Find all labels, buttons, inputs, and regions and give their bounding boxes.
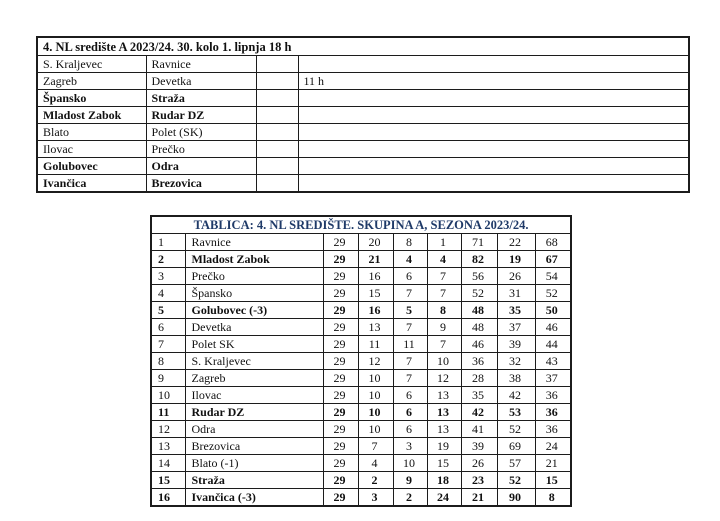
fixtures-header-row xyxy=(37,37,689,56)
fixture-note-cell xyxy=(298,175,689,193)
standings-p-cell: 29 xyxy=(323,455,358,472)
standings-row xyxy=(151,438,571,455)
fixture-score-cell xyxy=(256,175,298,193)
standings-pts-cell: 24 xyxy=(535,438,571,455)
standings-row xyxy=(151,404,571,421)
standings-d-cell: 6 xyxy=(393,387,427,404)
standings-p-cell: 29 xyxy=(323,285,358,302)
fixture-score-cell xyxy=(256,141,298,158)
standings-w-cell: 21 xyxy=(358,251,393,268)
fixture-score-cell xyxy=(256,90,298,107)
standings-row xyxy=(151,234,571,251)
standings-ga-cell: 38 xyxy=(497,370,535,387)
fixture-away-cell: Prečko xyxy=(146,141,256,158)
standings-ga-cell: 39 xyxy=(497,336,535,353)
standings-p-cell: 29 xyxy=(323,387,358,404)
fixture-row xyxy=(37,90,689,107)
standings-gf-cell: 52 xyxy=(461,285,497,302)
fixture-row xyxy=(37,107,689,124)
standings-pts-cell: 36 xyxy=(535,387,571,404)
fixtures-table xyxy=(36,36,690,193)
standings-tbody xyxy=(151,234,571,507)
standings-d-cell: 10 xyxy=(393,455,427,472)
standings-l-cell: 24 xyxy=(427,489,461,507)
fixture-note-cell xyxy=(298,158,689,175)
standings-gf-cell: 39 xyxy=(461,438,497,455)
standings-d-cell: 5 xyxy=(393,302,427,319)
standings-w-cell: 11 xyxy=(358,336,393,353)
standings-pts-cell: 43 xyxy=(535,353,571,370)
standings-row xyxy=(151,268,571,285)
standings-w-cell: 7 xyxy=(358,438,393,455)
fixture-note-cell: 11 h xyxy=(298,73,689,90)
standings-ga-cell: 31 xyxy=(497,285,535,302)
standings-pos-cell: 10 xyxy=(151,387,185,404)
standings-pos-cell: 3 xyxy=(151,268,185,285)
standings-pos-cell: 2 xyxy=(151,251,185,268)
standings-l-cell: 1 xyxy=(427,234,461,251)
standings-d-cell: 7 xyxy=(393,285,427,302)
fixture-row xyxy=(37,141,689,158)
standings-gf-cell: 35 xyxy=(461,387,497,404)
standings-pos-cell: 1 xyxy=(151,234,185,251)
standings-gf-cell: 82 xyxy=(461,251,497,268)
fixtures-tbody xyxy=(37,56,689,193)
standings-w-cell: 16 xyxy=(358,268,393,285)
standings-l-cell: 4 xyxy=(427,251,461,268)
fixture-note-cell xyxy=(298,124,689,141)
standings-team-cell: Polet SK xyxy=(185,336,323,353)
standings-pos-cell: 15 xyxy=(151,472,185,489)
standings-d-cell: 9 xyxy=(393,472,427,489)
standings-p-cell: 29 xyxy=(323,404,358,421)
standings-p-cell: 29 xyxy=(323,489,358,507)
standings-pts-cell: 68 xyxy=(535,234,571,251)
standings-team-cell: Blato (-1) xyxy=(185,455,323,472)
standings-pos-cell: 4 xyxy=(151,285,185,302)
standings-w-cell: 16 xyxy=(358,302,393,319)
standings-pts-cell: 8 xyxy=(535,489,571,507)
fixture-row xyxy=(37,175,689,193)
standings-w-cell: 20 xyxy=(358,234,393,251)
standings-ga-cell: 90 xyxy=(497,489,535,507)
standings-ga-cell: 19 xyxy=(497,251,535,268)
standings-p-cell: 29 xyxy=(323,472,358,489)
standings-p-cell: 29 xyxy=(323,438,358,455)
standings-team-cell: Ilovac xyxy=(185,387,323,404)
standings-pos-cell: 5 xyxy=(151,302,185,319)
standings-l-cell: 13 xyxy=(427,404,461,421)
standings-d-cell: 2 xyxy=(393,489,427,507)
standings-d-cell: 3 xyxy=(393,438,427,455)
standings-pos-cell: 14 xyxy=(151,455,185,472)
standings-row xyxy=(151,319,571,336)
fixture-away-cell: Devetka xyxy=(146,73,256,90)
standings-d-cell: 7 xyxy=(393,370,427,387)
standings-team-cell: Devetka xyxy=(185,319,323,336)
standings-w-cell: 4 xyxy=(358,455,393,472)
standings-l-cell: 7 xyxy=(427,285,461,302)
fixture-away-cell: Ravnice xyxy=(146,56,256,73)
standings-p-cell: 29 xyxy=(323,319,358,336)
standings-p-cell: 29 xyxy=(323,268,358,285)
fixture-row xyxy=(37,158,689,175)
standings-l-cell: 7 xyxy=(427,268,461,285)
standings-w-cell: 2 xyxy=(358,472,393,489)
standings-l-cell: 9 xyxy=(427,319,461,336)
fixture-score-cell xyxy=(256,158,298,175)
standings-w-cell: 15 xyxy=(358,285,393,302)
standings-p-cell: 29 xyxy=(323,370,358,387)
standings-gf-cell: 42 xyxy=(461,404,497,421)
standings-p-cell: 29 xyxy=(323,336,358,353)
standings-row xyxy=(151,489,571,507)
fixture-score-cell xyxy=(256,124,298,141)
standings-team-cell: Špansko xyxy=(185,285,323,302)
standings-title: TABLICA: 4. NL SREDIŠTE. SKUPINA A, SEZONA 2023/24. xyxy=(151,216,571,234)
standings-ga-cell: 32 xyxy=(497,353,535,370)
standings-row xyxy=(151,421,571,438)
standings-row xyxy=(151,472,571,489)
fixture-away-cell: Straža xyxy=(146,90,256,107)
standings-d-cell: 7 xyxy=(393,353,427,370)
standings-pts-cell: 36 xyxy=(535,421,571,438)
fixture-home-cell: Blato xyxy=(37,124,146,141)
standings-team-cell: Zagreb xyxy=(185,370,323,387)
standings-l-cell: 19 xyxy=(427,438,461,455)
standings-ga-cell: 42 xyxy=(497,387,535,404)
standings-row xyxy=(151,302,571,319)
standings-w-cell: 10 xyxy=(358,404,393,421)
standings-pos-cell: 7 xyxy=(151,336,185,353)
standings-l-cell: 7 xyxy=(427,336,461,353)
standings-pos-cell: 6 xyxy=(151,319,185,336)
standings-d-cell: 6 xyxy=(393,268,427,285)
standings-pts-cell: 15 xyxy=(535,472,571,489)
standings-d-cell: 6 xyxy=(393,404,427,421)
standings-pts-cell: 67 xyxy=(535,251,571,268)
fixture-home-cell: Ilovac xyxy=(37,141,146,158)
standings-gf-cell: 26 xyxy=(461,455,497,472)
fixture-score-cell xyxy=(256,56,298,73)
standings-row xyxy=(151,251,571,268)
standings-w-cell: 10 xyxy=(358,370,393,387)
standings-pos-cell: 13 xyxy=(151,438,185,455)
standings-p-cell: 29 xyxy=(323,421,358,438)
fixture-row xyxy=(37,124,689,141)
standings-team-cell: Ravnice xyxy=(185,234,323,251)
fixture-away-cell: Odra xyxy=(146,158,256,175)
fixture-score-cell xyxy=(256,107,298,124)
standings-p-cell: 29 xyxy=(323,234,358,251)
standings-pts-cell: 21 xyxy=(535,455,571,472)
fixture-home-cell: Ivančica xyxy=(37,175,146,193)
standings-row xyxy=(151,336,571,353)
standings-ga-cell: 35 xyxy=(497,302,535,319)
standings-header-row xyxy=(151,216,571,234)
fixture-note-cell xyxy=(298,56,689,73)
fixture-home-cell: Špansko xyxy=(37,90,146,107)
standings-team-cell: Rudar DZ xyxy=(185,404,323,421)
standings-ga-cell: 26 xyxy=(497,268,535,285)
standings-l-cell: 13 xyxy=(427,421,461,438)
fixture-away-cell: Rudar DZ xyxy=(146,107,256,124)
standings-pts-cell: 54 xyxy=(535,268,571,285)
standings-d-cell: 4 xyxy=(393,251,427,268)
standings-gf-cell: 36 xyxy=(461,353,497,370)
standings-d-cell: 7 xyxy=(393,319,427,336)
standings-team-cell: Ivančica (-3) xyxy=(185,489,323,507)
standings-team-cell: Brezovica xyxy=(185,438,323,455)
standings-pts-cell: 50 xyxy=(535,302,571,319)
standings-d-cell: 8 xyxy=(393,234,427,251)
fixture-score-cell xyxy=(256,73,298,90)
standings-pts-cell: 36 xyxy=(535,404,571,421)
standings-l-cell: 18 xyxy=(427,472,461,489)
standings-gf-cell: 41 xyxy=(461,421,497,438)
standings-pos-cell: 12 xyxy=(151,421,185,438)
standings-row xyxy=(151,285,571,302)
standings-l-cell: 15 xyxy=(427,455,461,472)
fixture-note-cell xyxy=(298,90,689,107)
standings-w-cell: 12 xyxy=(358,353,393,370)
standings-ga-cell: 69 xyxy=(497,438,535,455)
standings-pts-cell: 52 xyxy=(535,285,571,302)
standings-team-cell: Golubovec (-3) xyxy=(185,302,323,319)
standings-p-cell: 29 xyxy=(323,353,358,370)
standings-ga-cell: 37 xyxy=(497,319,535,336)
standings-table xyxy=(150,215,572,507)
fixture-row xyxy=(37,56,689,73)
standings-gf-cell: 71 xyxy=(461,234,497,251)
standings-gf-cell: 46 xyxy=(461,336,497,353)
standings-gf-cell: 48 xyxy=(461,302,497,319)
fixture-home-cell: Mladost Zabok xyxy=(37,107,146,124)
fixture-away-cell: Brezovica xyxy=(146,175,256,193)
standings-pos-cell: 11 xyxy=(151,404,185,421)
standings-pts-cell: 37 xyxy=(535,370,571,387)
standings-p-cell: 29 xyxy=(323,251,358,268)
standings-pts-cell: 46 xyxy=(535,319,571,336)
standings-team-cell: Prečko xyxy=(185,268,323,285)
standings-ga-cell: 52 xyxy=(497,472,535,489)
standings-team-cell: S. Kraljevec xyxy=(185,353,323,370)
standings-team-cell: Odra xyxy=(185,421,323,438)
standings-gf-cell: 48 xyxy=(461,319,497,336)
standings-d-cell: 11 xyxy=(393,336,427,353)
fixture-note-cell xyxy=(298,141,689,158)
standings-d-cell: 6 xyxy=(393,421,427,438)
standings-row xyxy=(151,353,571,370)
fixture-home-cell: Golubovec xyxy=(37,158,146,175)
fixture-away-cell: Polet (SK) xyxy=(146,124,256,141)
standings-p-cell: 29 xyxy=(323,302,358,319)
standings-w-cell: 13 xyxy=(358,319,393,336)
standings-pos-cell: 16 xyxy=(151,489,185,507)
standings-l-cell: 12 xyxy=(427,370,461,387)
fixture-home-cell: Zagreb xyxy=(37,73,146,90)
fixture-note-cell xyxy=(298,107,689,124)
fixture-row xyxy=(37,73,689,90)
standings-row xyxy=(151,387,571,404)
standings-ga-cell: 53 xyxy=(497,404,535,421)
standings-gf-cell: 28 xyxy=(461,370,497,387)
standings-pos-cell: 8 xyxy=(151,353,185,370)
standings-gf-cell: 56 xyxy=(461,268,497,285)
standings-l-cell: 13 xyxy=(427,387,461,404)
standings-team-cell: Straža xyxy=(185,472,323,489)
fixture-home-cell: S. Kraljevec xyxy=(37,56,146,73)
standings-gf-cell: 23 xyxy=(461,472,497,489)
standings-w-cell: 10 xyxy=(358,387,393,404)
standings-w-cell: 3 xyxy=(358,489,393,507)
standings-l-cell: 8 xyxy=(427,302,461,319)
standings-ga-cell: 22 xyxy=(497,234,535,251)
standings-ga-cell: 57 xyxy=(497,455,535,472)
standings-team-cell: Mladost Zabok xyxy=(185,251,323,268)
standings-l-cell: 10 xyxy=(427,353,461,370)
standings-w-cell: 10 xyxy=(358,421,393,438)
standings-gf-cell: 21 xyxy=(461,489,497,507)
standings-pos-cell: 9 xyxy=(151,370,185,387)
fixtures-title: 4. NL središte A 2023/24. 30. kolo 1. lipnja 18 h xyxy=(37,37,689,56)
standings-ga-cell: 52 xyxy=(497,421,535,438)
standings-row xyxy=(151,370,571,387)
standings-row xyxy=(151,455,571,472)
standings-pts-cell: 44 xyxy=(535,336,571,353)
